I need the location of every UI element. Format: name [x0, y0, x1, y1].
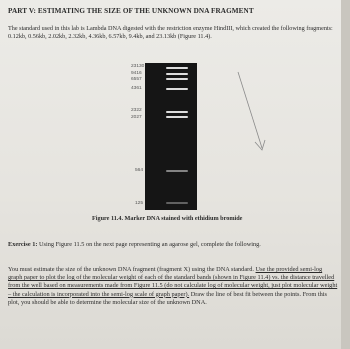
exercise-text: Using Figure 11.5 on the next page representing an agarose gel, complete the following.	[37, 241, 261, 248]
gel-band	[166, 170, 188, 172]
gel-band	[166, 111, 188, 113]
band-label: 4361	[131, 86, 142, 91]
instructions-paragraph	[8, 266, 338, 307]
instructions-underlined: Use the provided semi-log graph paper to plot the log of the molecular weight of each of the standard bands (shown in Figure 11.4) vs. the distance travelled from the well based on measurements made from Figure 11.5 (do not calculate log of molecular weight, just plot molecular weight – the calculation is incorporated into the semi-log scale of graph paper).	[8, 266, 338, 298]
gel-band	[166, 116, 188, 118]
gel-band	[166, 88, 188, 90]
gel-band	[166, 67, 188, 69]
gel-band	[166, 78, 188, 80]
band-label: 23130	[131, 64, 145, 69]
exercise-heading	[8, 241, 338, 249]
page-edge	[341, 0, 350, 349]
section-heading: PART V: ESTIMATING THE SIZE OF THE UNKNOWN DNA FRAGMENT	[8, 7, 254, 15]
instructions-part2: Draw the line of best fit between the points. From this plot, you should be able to determine the molecular size of the unknown DNA.	[8, 290, 327, 306]
figure-caption: Figure 11.4. Marker DNA stained with ethidium bromide	[92, 215, 243, 222]
gel-figure	[130, 63, 198, 213]
band-label: 6557	[131, 77, 142, 82]
band-label: 9416	[131, 71, 142, 76]
band-label: 125	[135, 201, 144, 206]
gel-band	[166, 202, 188, 204]
band-label: 2322	[131, 108, 142, 113]
band-label: 564	[135, 168, 144, 173]
intro-paragraph: The standard used in this lab is Lambda DNA digested with the restriction enzyme HindIII, which created the following fragments: 0.12kb, 0.56kb, 2.02kb, 2.32kb, 4.36kb, 6.57kb, 9.4kb, and 23.13kb (Figure 11.4).	[8, 25, 333, 41]
instructions-part1: You must estimate the size of the unknown DNA fragment (fragment X) using the DNA standard.	[8, 266, 256, 273]
band-label: 2027	[131, 115, 142, 120]
gel-image	[145, 63, 197, 210]
gel-band	[166, 73, 188, 75]
exercise-label: Exercise 1:	[8, 241, 38, 248]
migration-arrow-icon	[236, 68, 272, 158]
